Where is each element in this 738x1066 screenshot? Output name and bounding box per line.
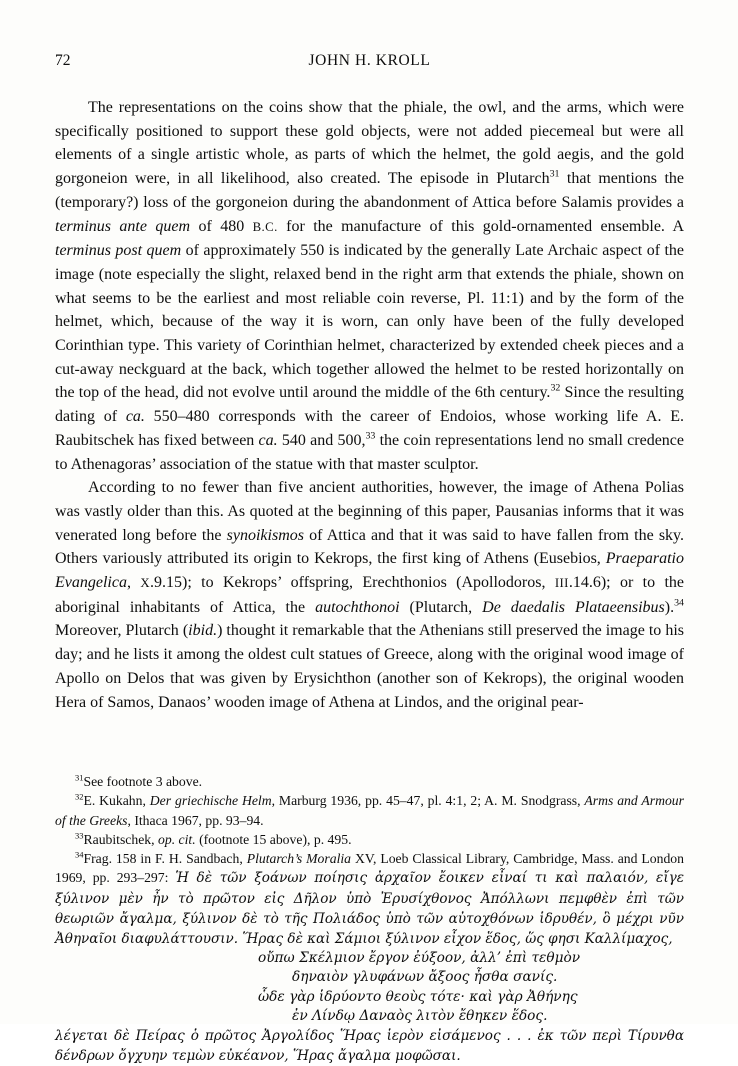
greek-verse-quotation [55,949,684,1026]
footnote-34-continuation: λέγεται δὲ Πείρας ὁ πρῶτος Ἀργολίδος Ἥρας ἱερὸν εἰσάμενος . . . ἐκ τῶν περὶ Τίρυνθα δένδρων ὄγχυην τεμὼν εὐκέανον, Ἥρας ἄγαλμα μοφῶσαι. [55,1027,684,1065]
paragraph-2: According to no fewer than five ancient authorities, however, the image of Athena Polias was vastly older than this. As quoted at the beginning of this paper, Pausanias informs that it was venerated long before the synoikismos of Attica and that it was said to have fallen from the sky. Others variously attributed its origin to Kekrops, the first king of Athens (Eusebios, Praeparatio Evangelica, X.9.15); to Kekrops’ offspring, Erechthonios (Apollodoros, III.14.6); or to the aboriginal inhabitants of Attica, the autochthonoi (Plutarch, De daedalis Plataeensibus).$^{34}$ Moreover, Plutarch (ibid.) thought it remarkable that the Athenians still preserved the image to his day; and he lists it among the oldest cult statues of Greece, along with the original wood image of Apollo on Delos that was given by Erysichthon (another son of Kekrops), the original wooden Hera of Samos, Danaos’ wooden image of Athena at Lindos, and the original pear- [55,479,685,711]
running-header [55,52,684,70]
footnote-31: $^{31}$See footnote 3 above. [75,772,203,790]
footnote-32: $^{32}$E. Kukahn, Der griechische Helm, Marburg 1936, pp. 45–47, pl. 4:1, 2; A. M. Snodgrass, Arms and Armour of the Greeks, Ithaca 1967, pp. 93–94. [55,791,684,828]
footnote-33: $^{33}$Raubitschek, op. cit. (footnote 15 above), p. 495. [75,830,352,847]
running-head-author: JOHN H. KROLL [308,52,431,69]
verse-line: οὔπω Σκέλμιον ἔργον ἐύξοον, ἀλλ’ ἐπὶ τεθμὸν [258,950,581,967]
footnotes-section [55,772,684,1066]
verse-line: ἐν Λίνδῳ Δαναὸς λιτὸν ἔθηκεν ἕδος. [292,1007,548,1024]
paragraph-1: The representations on the coins show that the phiale, the owl, and the arms, which were specifically positioned to support these gold objects, were not added piecemeal but were all elements of a single artistic whole, as parts of which the helmet, the gold aegis, and the gold gorgoneion were, in all likelihood, also created. The episode in Plutarch$^{31}$ that mentions the (temporary?) loss of the gorgoneion during the abandonment of Attica before Salamis provides a terminus ante quem of 480 B.C. for the manufacture of this gold-ornamented ensemble. A terminus post quem of approximately 550 is indicated by the generally Late Archaic aspect of the image (note especially the slight, relaxed bend in the right arm that extends the phiale, shown on what seems to be the earliest and most reliable coin reverse, Pl. 11:1) and by the form of the helmet, which, because of the way it is worn, can only have been of the fully developed Corinthian type. This variety of Corinthian helmet, characterized by extended cheek pieces and a cut-away neckguard at the back, which together allowed the helmet to be rested horizontally on the top of the head, did not evolve until around the middle of the 6th century.$^{32}$ Since the resulting dating of ca. 550–480 corresponds with the career of Endoios, whose working life A. E. Raubitschek has fixed between ca. 540 and 500,33 the coin representations lend no small credence to Athenagoras’ association of the statue with that master sculptor. [55,99,685,473]
main-text [55,96,684,714]
page-number: 72 [55,52,71,69]
verse-line: δηναιὸν γλυφάνων ἄξοος ἦσθα σανίς. [292,969,558,986]
footnote-34: $^{34}$Frag. 158 in F. H. Sandbach, Plutarch’s Moralia XV, Loeb Classical Library, Cambridge, Mass. and London 1969, pp. 293–297: Ἡ δὲ τῶν ξοάνων ποίησις ἀρχαῖον ἔοικεν εἶναί τι καὶ παλαιόν, εἴγε ξύλινον μὲν ἦν τὸ πρῶτον εἰς Δῆλον ὑπὸ Ἐρυσίχθονος Ἀπόλλωνι πεμφθὲν ἐπὶ τῶν θεωριῶν ἄγαλμα, ξύλινον δὲ τὸ τῆς Πολιάδος ὑπὸ τῶν αὐτοχθόνων ἱδρυθέν, ὃ μέχρι νῦν Ἀθηναῖοι διαφυλάττουσιν. Ἥρας δὲ καὶ Σάμιοι ξύλινον εἶχον ἕδος, ὥς φησι Καλλίμαχος, [55,849,684,947]
verse-line: ὧδε γὰρ ἱδρύοντο θεοὺς τότε· καὶ γὰρ Ἀθήνης [258,988,578,1005]
